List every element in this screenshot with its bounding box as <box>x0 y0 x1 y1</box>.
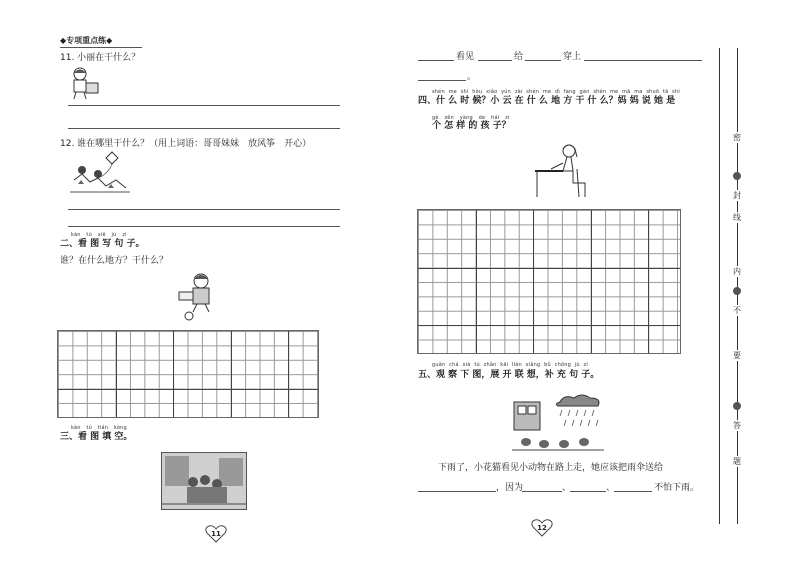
seal-char-2: 封 <box>730 190 744 201</box>
section-3-title: 三、看 图 填 空。 <box>60 432 133 442</box>
blank-1[interactable] <box>418 60 454 61</box>
question-12: 12. 谁在哪里干什么？（用上词语：哥哥妹妹 放风筝 开心） <box>60 139 312 149</box>
blank-5[interactable] <box>418 80 466 81</box>
section-4-pinyin-2: gè zěn yàng de hái zi <box>432 115 510 121</box>
passage-end: 不怕下雨。 <box>654 483 700 493</box>
question-11: 11. 小丽在干什么？ <box>60 53 141 63</box>
street-scene-illustration <box>161 452 247 510</box>
seal-dot <box>733 172 741 180</box>
grid-divider <box>231 331 232 417</box>
grid-divider <box>418 325 680 326</box>
passage-blank-3[interactable] <box>570 491 606 492</box>
page-number-left-text: 11 <box>211 530 221 538</box>
seal-line-outer <box>719 48 720 524</box>
blank-4[interactable] <box>584 60 702 61</box>
seal-char-4: 内 <box>730 266 744 277</box>
grid-divider <box>116 331 117 417</box>
grid-divider <box>288 331 289 417</box>
section-2-title: 二、看 图 写 句 子。 <box>60 239 145 249</box>
answer-line-12b <box>68 226 340 227</box>
section-2-pinyin: kàn tú xiě jù zi <box>71 232 127 238</box>
passage-sep-2: 、 <box>606 483 616 493</box>
grid-divider <box>591 210 592 353</box>
writing-grid-right[interactable] <box>417 209 681 354</box>
seal-char-5: 不 <box>730 305 744 316</box>
girl-at-desk-illustration <box>533 141 591 199</box>
section-header: ◆专项重点练◆ <box>60 36 113 45</box>
kids-kite-illustration <box>68 150 132 194</box>
page-number-left <box>204 524 228 538</box>
grid-divider <box>476 210 477 353</box>
seal-char-3: 线 <box>730 212 744 223</box>
seal-char-1: 密 <box>730 132 744 143</box>
writing-grid-left[interactable] <box>57 330 319 418</box>
section-4-title-2: 个 怎 样 的 孩 子？ <box>432 121 511 131</box>
page-number-right-text: 12 <box>537 524 547 532</box>
header-rule <box>60 47 142 48</box>
section-5-title: 五、观 察 下 图，展 开 联 想，补 充 句 子。 <box>418 370 600 380</box>
answer-line-11a <box>68 105 340 106</box>
section-4-pinyin: shén me shí hòu xiǎo yún zài shén me dì fang gàn shén me mā ma shuō tā shì <box>432 89 680 95</box>
fill-give: 给 <box>514 52 524 62</box>
grid-divider <box>418 268 680 269</box>
seal-dot <box>733 402 741 410</box>
passage-blank-4[interactable] <box>614 491 652 492</box>
section-5-pinyin: guān chá xià tú zhǎn kāi lián xiǎng bǔ chōng jù zi <box>432 362 588 368</box>
blank-2[interactable] <box>478 60 512 61</box>
grid-divider <box>533 210 534 353</box>
passage-sep-1: 、 <box>562 483 572 493</box>
rain-scene-illustration <box>512 392 604 454</box>
fill-seen: 看见 <box>456 52 475 62</box>
seal-char-6: 要 <box>730 350 744 361</box>
seal-dot <box>733 287 741 295</box>
section-2-prompt: 谁？在什么地方？干什么？ <box>60 256 169 266</box>
passage-blank-1[interactable] <box>418 491 496 492</box>
fill-wear: 穿上 <box>563 52 582 62</box>
seal-char-8: 题 <box>730 456 744 467</box>
section-4-title: 四、什 么 时 候？小 云 在 什 么 地 方 干 什 么？妈 妈 说 她 是 <box>418 96 676 106</box>
page-number-right <box>530 518 554 532</box>
grid-divider <box>648 210 649 353</box>
answer-line-12a <box>68 209 340 210</box>
section-3-pinyin: kàn tú tián kòng <box>71 425 127 431</box>
answer-line-11b <box>68 128 340 129</box>
passage-because: ，因为 <box>496 483 524 493</box>
girl-drawing-illustration <box>68 65 102 101</box>
blank-3[interactable] <box>525 60 561 61</box>
passage-line-1: 下雨了，小花猫看见小动物在路上走，她应该把雨伞送给 <box>438 463 664 473</box>
seal-line-inner <box>737 48 738 524</box>
fill-end: 。 <box>467 72 477 82</box>
seal-char-7: 答 <box>730 420 744 431</box>
grid-divider <box>58 389 318 390</box>
passage-blank-2[interactable] <box>522 491 562 492</box>
boy-reading-illustration <box>175 272 219 322</box>
grid-divider <box>173 331 174 417</box>
